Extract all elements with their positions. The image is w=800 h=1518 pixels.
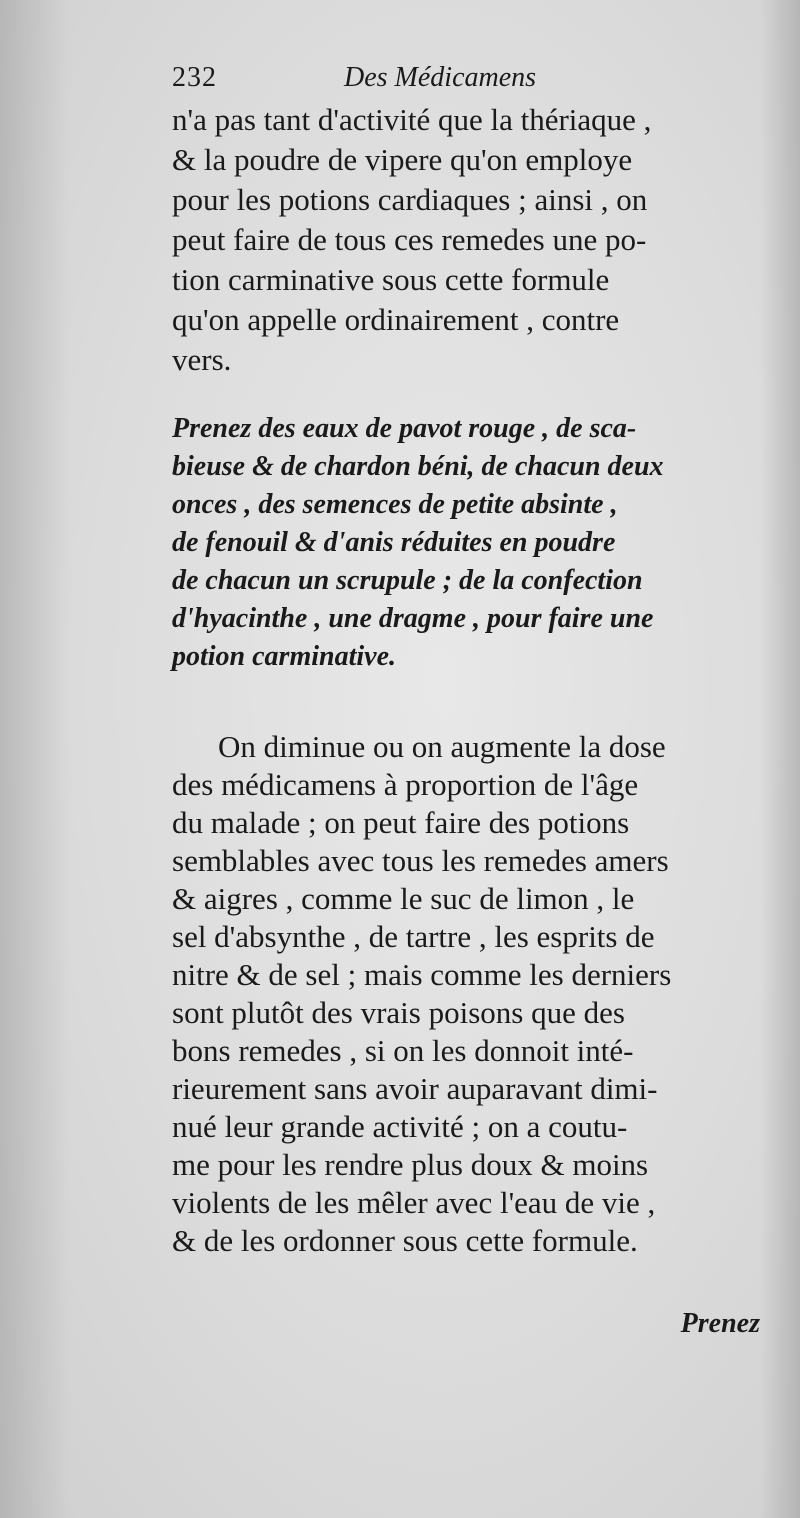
recipe-prescription — [172, 410, 762, 676]
text-line: & de les ordonner sous cette formule. — [172, 1223, 638, 1258]
recipe-line: Prenez des eaux de pavot rouge , de sca- — [172, 413, 637, 444]
running-header — [172, 62, 732, 98]
text-line: du malade ; on peut faire des potions — [172, 805, 630, 840]
text-line: violents de les mêler avec l'eau de vie , — [172, 1185, 656, 1220]
text-line: peut faire de tous ces remedes une po- — [172, 222, 647, 257]
text-line: me pour les rendre plus doux & moins — [172, 1147, 649, 1182]
text-line: On diminue ou on augmente la dose — [218, 729, 666, 764]
paragraph-dosage — [172, 728, 762, 1260]
text-line: vers. — [172, 342, 232, 377]
page-edge-shadow — [760, 0, 800, 1518]
catchword: Prenez — [680, 1308, 760, 1339]
recipe-line: onces , des semences de petite absinte , — [172, 489, 618, 520]
text-line: & aigres , comme le suc de limon , le — [172, 881, 635, 916]
text-line: semblables avec tous les remedes amers — [172, 843, 669, 878]
text-line: sont plutôt des vrais poisons que des — [172, 995, 625, 1030]
recipe-line: d'hyacinthe , une dragme , pour faire une — [172, 603, 654, 634]
recipe-line: bieuse & de chardon béni, de chacun deux — [172, 451, 664, 482]
recipe-line: de fenouil & d'anis réduites en poudre — [172, 527, 616, 558]
text-line: des médicamens à proportion de l'âge — [172, 767, 639, 802]
recipe-line: potion carminative. — [172, 641, 396, 672]
text-line: sel d'absynthe , de tartre , les esprits de — [172, 919, 655, 954]
page-gutter-shadow — [0, 0, 70, 1518]
text-line: nitre & de sel ; mais comme les derniers — [172, 957, 672, 992]
page-number: 232 — [172, 62, 217, 93]
text-line: qu'on appelle ordinairement , contre — [172, 302, 620, 337]
text-line: bons remedes , si on les donnoit inté- — [172, 1033, 634, 1068]
paragraph-continued — [172, 100, 762, 380]
running-title: Des Médicamens — [344, 62, 537, 93]
text-line: rieurement sans avoir auparavant dimi- — [172, 1071, 658, 1106]
text-line: tion carminative sous cette formule — [172, 262, 610, 297]
text-line: & la poudre de vipere qu'on employe — [172, 142, 633, 177]
recipe-line: de chacun un scrupule ; de la confection — [172, 565, 643, 596]
text-line: n'a pas tant d'activité que la thériaque , — [172, 102, 652, 137]
text-line: pour les potions cardiaques ; ainsi , on — [172, 182, 648, 217]
text-line: nué leur grande activité ; on a coutu- — [172, 1109, 628, 1144]
